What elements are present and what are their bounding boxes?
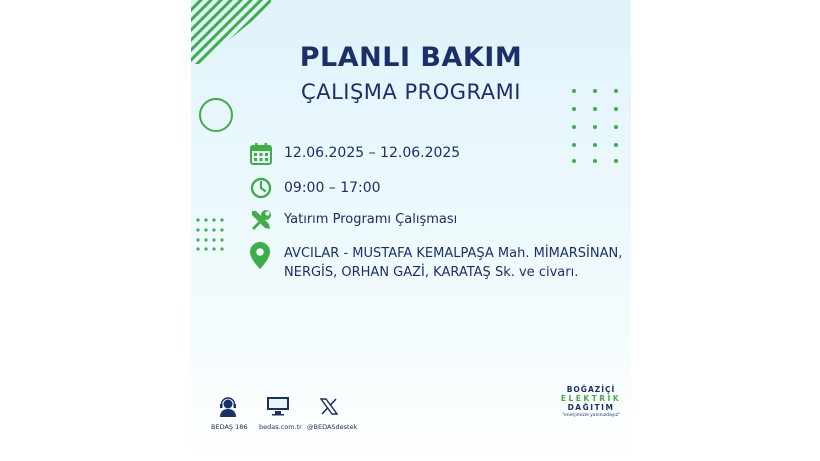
calendar-icon [250, 143, 272, 165]
website-label[interactable]: bedas.com.tr [259, 423, 302, 431]
location-line-1: AVCILAR - MUSTAFA KEMALPAŞA Mah. MİMARSİNAN, [284, 246, 623, 261]
logo-tagline: "enerjimizle yanınızdayız" [561, 413, 621, 418]
maintenance-card [191, 0, 631, 461]
decorative-dots-left [194, 216, 228, 252]
date-range: 12.06.2025 – 12.06.2025 [284, 145, 461, 161]
location-pin-icon [250, 242, 270, 269]
x-logo-icon [320, 398, 338, 415]
clock-icon [250, 177, 272, 199]
headset-icon [217, 396, 239, 418]
social-handle-label[interactable]: @BEDASdestek [307, 423, 358, 431]
logo-line-3: DAĞITIM [567, 403, 615, 412]
page-subtitle: ÇALIŞMA PROGRAMI [301, 80, 521, 104]
logo-line-1: BOĞAZİÇİ [566, 385, 616, 394]
company-logo [556, 385, 626, 425]
phone-label: BEDAŞ 186 [211, 423, 248, 431]
monitor-icon [266, 396, 290, 416]
logo-line-2: ELEKTRİK [560, 394, 622, 403]
location-line-2: NERGİS, ORHAN GAZİ, KARATAŞ Sk. ve civarı. [284, 265, 579, 280]
work-type: Yatırım Programı Çalışması [284, 212, 458, 227]
tools-icon [249, 208, 273, 232]
page-title: PLANLI BAKIM [299, 42, 523, 73]
time-range: 09:00 – 17:00 [284, 180, 381, 196]
